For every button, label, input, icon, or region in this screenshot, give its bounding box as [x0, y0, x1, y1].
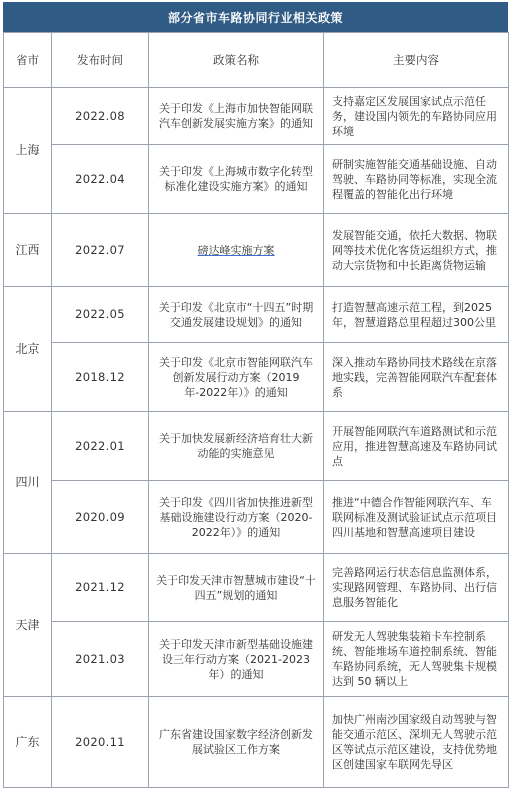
policy-table — [3, 32, 509, 788]
date-cell: 2022.01 — [52, 412, 149, 481]
policy-cell: 关于印发天津市智慧城市建设“十四五”规划的通知 — [149, 554, 324, 622]
province-cell: 广东 — [4, 697, 52, 788]
table-row — [4, 145, 509, 214]
content-cell: 开展智能网联汽车道路测试和示范应用，推进智慧高速及车路协同试点 — [324, 412, 509, 481]
province-cell: 北京 — [4, 287, 52, 412]
table-row — [4, 622, 509, 697]
date-cell: 2018.12 — [52, 343, 149, 412]
header-province: 省市 — [4, 33, 52, 88]
content-cell: 加快广州南沙国家级自动驾驶与智能交通示范区、深圳无人驾驶示范区等试点示范区建设，支持优势地区创建国家车联网先导区 — [324, 697, 509, 788]
header-row — [4, 33, 509, 88]
date-cell: 2022.08 — [52, 88, 149, 145]
policy-cell: 广东省建设国家数字经济创新发展试验区工作方案 — [149, 697, 324, 788]
table-row — [4, 88, 509, 145]
policy-cell: 关于印发天津市新型基础设施建设三年行动方案（2021-2023年）的通知 — [149, 622, 324, 697]
table-title: 部分省市车路协同行业相关政策 — [3, 2, 508, 32]
date-cell: 2020.11 — [52, 697, 149, 788]
content-cell: 发展智能交通，依托大数据、物联网等技术优化客货运组织方式，推动大宗货物和中长距离货物运输 — [324, 214, 509, 287]
policy-table-page — [3, 2, 508, 774]
province-cell: 上海 — [4, 88, 52, 214]
policy-name-text: 磅达峰实施方案 — [197, 243, 275, 257]
policy-cell: 关于印发《北京市“十四五”时期交通发展建设规划》的通知 — [149, 287, 324, 343]
policy-cell: 关于加快发展新经济培育壮大新动能的实施意见 — [149, 412, 324, 481]
table-row — [4, 412, 509, 481]
province-cell: 四川 — [4, 412, 52, 554]
content-cell: 研制实施智能交通基础设施、自动驾驶、车路协同等标准，实现全流程覆盖的智能化出行环境 — [324, 145, 509, 214]
table-row — [4, 554, 509, 622]
province-cell: 天津 — [4, 554, 52, 697]
date-cell: 2020.09 — [52, 481, 149, 554]
table-row — [4, 481, 509, 554]
policy-cell: 关于印发《北京市智能网联汽车创新发展行动方案（2019年-2022年）》的通知 — [149, 343, 324, 412]
date-cell: 2021.12 — [52, 554, 149, 622]
content-cell: 深入推动车路协同技术路线在京落地实践，完善智能网联汽车配套体系 — [324, 343, 509, 412]
table-row — [4, 287, 509, 343]
date-cell: 2022.07 — [52, 214, 149, 287]
content-cell: 打造智慧高速示范工程，到2025年，智慧道路总里程超过300公里 — [324, 287, 509, 343]
date-cell: 2022.05 — [52, 287, 149, 343]
content-cell: 研发无人驾驶集装箱卡车控制系统、智能堆场车道控制系统、智能车路协同系统，无人驾驶集卡规模达到 50 辆以上 — [324, 622, 509, 697]
policy-cell: 关于印发《上海市加快智能网联汽车创新发展实施方案》的通知 — [149, 88, 324, 145]
date-cell: 2021.03 — [52, 622, 149, 697]
table-row — [4, 697, 509, 788]
policy-cell — [149, 214, 324, 287]
province-cell: 江西 — [4, 214, 52, 287]
table-row — [4, 343, 509, 412]
header-date: 发布时间 — [52, 33, 149, 88]
policy-cell: 关于印发《上海城市数字化转型标准化建设实施方案》的通知 — [149, 145, 324, 214]
header-policy: 政策名称 — [149, 33, 324, 88]
table-row — [4, 214, 509, 287]
content-cell: 支持嘉定区发展国家试点示范任务，建设国内领先的车路协同应用环境 — [324, 88, 509, 145]
content-cell: 推进“中德合作智能网联汽车、车联网标准及测试验证试点示范项目四川基地和智慧高速项目建设 — [324, 481, 509, 554]
date-cell: 2022.04 — [52, 145, 149, 214]
policy-cell: 关于印发《四川省加快推进新型基础设施建设行动方案（2020-2022年）》的通知 — [149, 481, 324, 554]
content-cell: 完善路网运行状态信息监测体系，实现路网管理、车路协同、出行信息服务智能化 — [324, 554, 509, 622]
header-content: 主要内容 — [324, 33, 509, 88]
